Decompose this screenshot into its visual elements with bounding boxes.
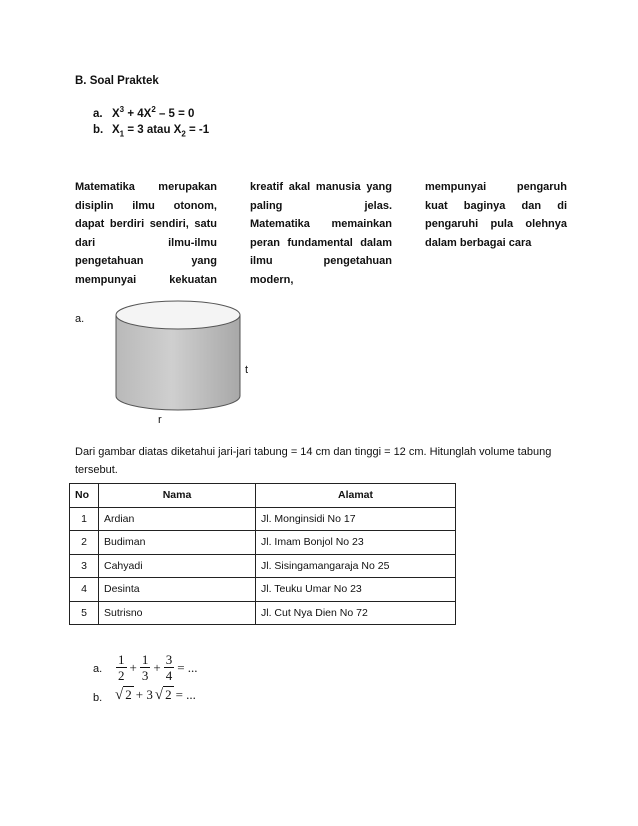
- cell-alamat: Jl. Teuku Umar No 23: [256, 578, 456, 602]
- math-a-expression: [115, 652, 200, 683]
- fraction-numerator: 3: [165, 652, 173, 667]
- plus-sign: +: [129, 659, 137, 675]
- equation-b-rest: = -1: [185, 124, 210, 136]
- table-header-row: [70, 484, 456, 508]
- cell-alamat: Jl. Imam Bonjol No 23: [256, 531, 456, 555]
- equation-b-sub2: 2: [181, 129, 186, 139]
- cell-no: 1: [70, 507, 99, 531]
- table-row: [70, 531, 456, 555]
- cell-nama: Ardian: [99, 507, 256, 531]
- equation-a-power2: 2: [151, 105, 156, 114]
- text-line: mempunyai kekuatan: [75, 273, 217, 286]
- table-row: [70, 601, 456, 625]
- square-root: [115, 686, 134, 704]
- radicand: 2: [125, 687, 132, 703]
- fraction-numerator: 1: [118, 652, 125, 667]
- table-row: [70, 507, 456, 531]
- problem-text: Dari gambar diatas diketahui jari-jari tabung = 14 cm dan tinggi = 12 cm. Hitunglah volume tabung tersebut.: [75, 446, 552, 476]
- text-line: peran fundamental dalam: [250, 236, 392, 249]
- text-line: ilmu pengetahuan: [250, 255, 392, 268]
- cell-nama: Sutrisno: [99, 601, 256, 625]
- fraction: [164, 652, 175, 683]
- cell-nama: Cahyadi: [99, 554, 256, 578]
- table-row: [70, 554, 456, 578]
- text-line: paling jelas.: [250, 199, 392, 212]
- radicand: 2: [165, 687, 172, 703]
- equation-b-mid: = 3 atau X: [124, 124, 182, 136]
- text-line: dari ilmu-ilmu: [75, 236, 217, 249]
- cell-no: 5: [70, 601, 99, 625]
- figure-label: a.: [75, 313, 85, 325]
- radius-label: r: [158, 414, 162, 426]
- text-line: kuat baginya dan di: [425, 199, 567, 212]
- equation-b-var: X: [112, 124, 120, 136]
- cell-no: 4: [70, 578, 99, 602]
- equation-b-label: b.: [93, 124, 104, 136]
- fraction-denominator: 4: [165, 668, 173, 683]
- plus-sign: +: [153, 659, 161, 675]
- fraction: [140, 652, 151, 683]
- text-line: dalam berbagai cara: [425, 236, 532, 249]
- cell-nama: Desinta: [99, 578, 256, 602]
- cell-alamat: Jl. Sisingamangaraja No 25: [256, 554, 456, 578]
- plus-term: + 3: [135, 687, 153, 703]
- text-line: pengaruhi pula olehnya: [425, 218, 567, 231]
- cell-alamat: Jl. Cut Nya Dien No 72: [256, 601, 456, 625]
- text-line: mempunyai pengaruh: [425, 181, 567, 193]
- header-no: No: [70, 484, 99, 508]
- equation-a-label: a.: [93, 107, 103, 120]
- radical-icon: √: [154, 687, 164, 704]
- table-row: [70, 578, 456, 602]
- text-line: dapat berdiri sendiri, satu: [75, 218, 217, 231]
- square-root: [155, 686, 174, 704]
- equation-b-sub1: 1: [119, 129, 125, 139]
- text-line: modern,: [250, 273, 294, 286]
- cell-alamat: Jl. Monginsidi No 17: [256, 507, 456, 531]
- text-line: Matematika memainkan: [250, 218, 392, 231]
- text-line: pengetahuan yang: [75, 255, 217, 268]
- cell-no: 2: [70, 531, 99, 555]
- fraction-denominator: 2: [118, 668, 125, 683]
- radical-icon: √: [115, 687, 124, 704]
- fraction-numerator: 1: [141, 652, 149, 667]
- text-line: Matematika merupakan: [75, 181, 217, 193]
- equation-a-power1: 3: [119, 105, 125, 114]
- equals-tail: = ...: [175, 687, 196, 703]
- height-label: t: [245, 364, 249, 376]
- math-b-expression: [115, 686, 198, 704]
- equation-a-rest: – 5 = 0: [155, 107, 195, 120]
- text-line: disiplin ilmu otonom,: [75, 199, 217, 212]
- equals-tail: = ...: [177, 659, 198, 675]
- math-a-label: a.: [93, 663, 103, 675]
- fraction: [116, 652, 127, 683]
- equation-a-var: X: [112, 107, 120, 120]
- cell-no: 3: [70, 554, 99, 578]
- fraction-denominator: 3: [141, 668, 149, 683]
- cylinder-top: [116, 301, 240, 329]
- section-title: B. Soal Praktek: [75, 75, 159, 87]
- cell-nama: Budiman: [99, 531, 256, 555]
- header-alamat: Alamat: [256, 484, 456, 508]
- header-nama: Nama: [99, 484, 256, 508]
- text-line: kreatif akal manusia yang: [250, 181, 392, 193]
- equation-a-mid: + 4X: [124, 107, 152, 120]
- math-b-label: b.: [93, 692, 103, 704]
- student-table: [69, 483, 456, 625]
